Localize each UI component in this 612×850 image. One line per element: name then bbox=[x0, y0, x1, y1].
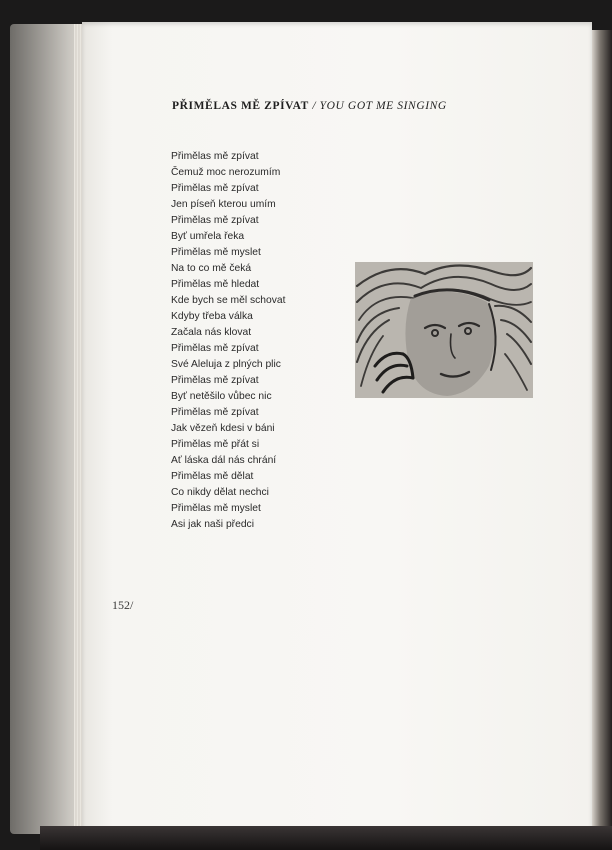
poem-title-english: YOU GOT ME SINGING bbox=[319, 100, 447, 112]
poem-line: Přimělas mě zpívat bbox=[171, 375, 259, 386]
title-separator: / bbox=[308, 100, 320, 112]
charcoal-face-illustration bbox=[355, 262, 533, 398]
poem-line: Byť netěšilo vůbec nic bbox=[171, 391, 272, 402]
poem-line: Přimělas mě myslet bbox=[171, 503, 261, 514]
poem-line: Co nikdy dělat nechci bbox=[171, 487, 269, 498]
poem-line: Přimělas mě dělat bbox=[171, 471, 254, 482]
poem-line: Jen píseň kterou umím bbox=[171, 199, 276, 210]
poem-line: Byť umřela řeka bbox=[171, 231, 245, 242]
poem-line: Své Aleluja z plných plic bbox=[171, 359, 281, 370]
poem-line: Přimělas mě zpívat bbox=[171, 151, 259, 162]
poem-line: Začala nás klovat bbox=[171, 327, 252, 338]
poem-line: Přimělas mě zpívat bbox=[171, 407, 259, 418]
poem-line: Jak vězeň kdesi v báni bbox=[171, 423, 275, 434]
face-drawing-icon bbox=[355, 262, 533, 398]
book-right-edge bbox=[592, 30, 612, 830]
poem-line: Na to co mě čeká bbox=[171, 263, 252, 274]
book-bottom-edge bbox=[40, 826, 612, 850]
poem-title-czech: PŘIMĚLAS MĚ ZPÍVAT bbox=[172, 100, 309, 112]
poem-line: Asi jak naši předci bbox=[171, 519, 254, 530]
poem-line: Přimělas mě myslet bbox=[171, 247, 261, 258]
poem-line: Přimělas mě přát si bbox=[171, 439, 260, 450]
poem-line: Kde bych se měl schovat bbox=[171, 295, 286, 306]
page-number: 152/ bbox=[112, 598, 134, 612]
poem-title bbox=[172, 100, 502, 112]
book-gutter-shadow bbox=[10, 24, 84, 834]
poem-line: Ať láska dál nás chrání bbox=[171, 455, 277, 466]
poem-line: Přimělas mě zpívat bbox=[171, 343, 259, 354]
poem-line: Čemuž moc nerozumím bbox=[171, 167, 281, 178]
poem-line: Přimělas mě zpívat bbox=[171, 183, 259, 194]
poem-line: Přimělas mě zpívat bbox=[171, 215, 259, 226]
poem-line: Kdyby třeba válka bbox=[171, 311, 253, 322]
poem-body bbox=[171, 149, 351, 533]
poem-line: Přimělas mě hledat bbox=[171, 279, 260, 290]
